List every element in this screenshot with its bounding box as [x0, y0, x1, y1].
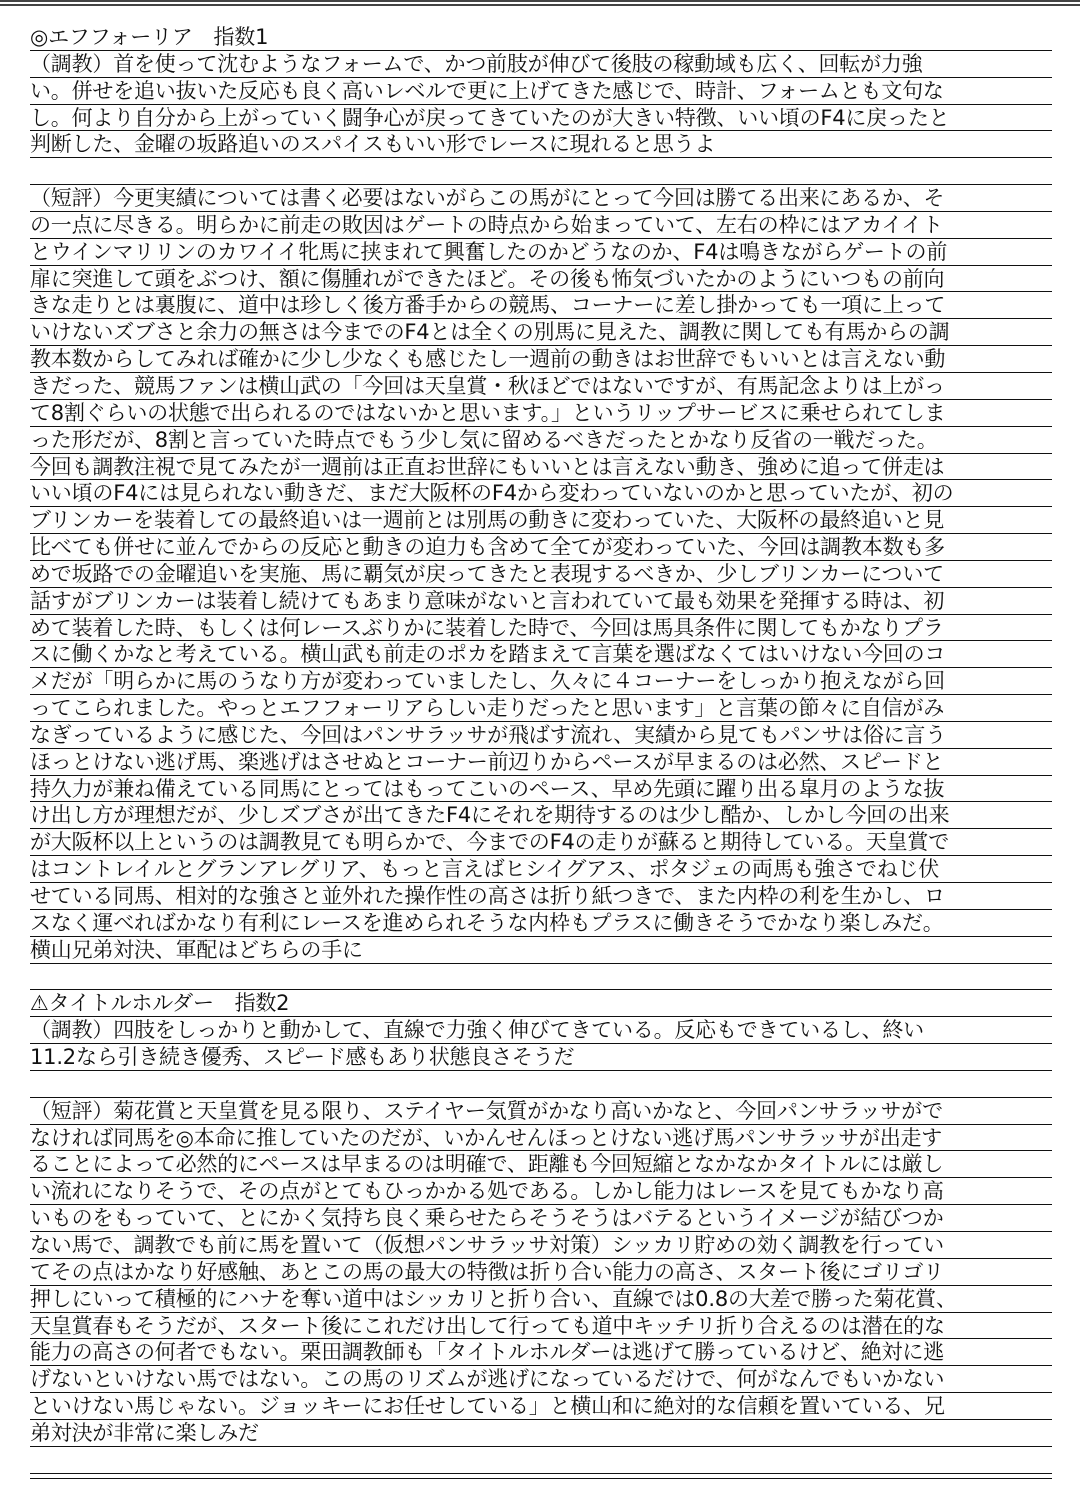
heading-effforia: ◎エフフォーリア 指数1: [30, 24, 1052, 51]
text-line: ることによって必然的にペースは早まるのは明確で、距離も今回短縮となかなかタイトルには厳し: [30, 1151, 1052, 1178]
text-line: はコントレイルとグランアレグリア、もっと言えばヒシイグアス、ポタジェの両馬も強さでねじ伏: [30, 856, 1052, 883]
text-line: なぎっているように感じた、今回はパンサラッサが飛ばす流れ、実績から見てもパンサは俗に言う: [30, 722, 1052, 749]
text-line: （短評）菊花賞と天皇賞を見る限り、ステイヤー気質がかなり高いかなと、今回パンサラッサがで: [30, 1098, 1052, 1125]
text-line: 弟対決が非常に楽しみだ: [30, 1420, 1052, 1447]
text-line: 教本数からしてみれば確かに少し少なくも感じたし一週前の動きはお世辞でもいいとは言えない動: [30, 346, 1052, 373]
text-line: （調教）首を使って沈むようなフォームで、かつ前肢が伸びて後肢の稼動域も広く、回転が力強: [30, 51, 1052, 78]
text-line: （短評）今更実績については書く必要はないがらこの馬がにとって今回は勝てる出来にあるか、そ: [30, 185, 1052, 212]
text-line: [30, 158, 1052, 185]
text-line: げないといけない馬ではない。この馬のリズムが逃げになっているだけで、何がなんでもいかない: [30, 1366, 1052, 1393]
text-line: めで坂路での金曜追いを実施、馬に覇気が戻ってきたと表現するべきか、少しブリンカーについて: [30, 561, 1052, 588]
text-line: スに働くかなと考えている。横山武も前走のポカを踏まえて言葉を選ばなくてはいけない今回のコ: [30, 641, 1052, 668]
text-line: 話すがブリンカーは装着し続けてもあまり意味がないと言われていて最も効果を発揮する時は、初: [30, 588, 1052, 615]
text-line: ブリンカーを装着しての最終追いは一週前とは別馬の動きに変わっていた、大阪杯の最終追いと見: [30, 507, 1052, 534]
text-line: てその点はかなり好感触、あとこの馬の最大の特徴は折り合い能力の高さ、スタート後にゴリゴリ: [30, 1259, 1052, 1286]
text-line: めて装着した時、もしくは何レースぶりかに装着した時で、今回は馬具条件に関してもかなりプラ: [30, 615, 1052, 642]
text-line: が大阪杯以上というのは調教見ても明らかで、今までのF4の走りが蘇ると期待している。天皇賞で: [30, 829, 1052, 856]
top-border: [0, 0, 1080, 2]
text-line: 11.2なら引き続き優秀、スピード感もあり状態良さそうだ: [30, 1044, 1052, 1071]
text-line: いものをもっていて、とにかく気持ち良く乗らせたらそうそうはバテるというイメージが結びつか: [30, 1205, 1052, 1232]
text-line: ほっとけない逃げ馬、楽逃げはさせぬとコーナー前辺りからペースが早まるのは必然、スピードと: [30, 749, 1052, 776]
text-line: [30, 1071, 1052, 1098]
text-line: とウインマリリンのカワイイ牝馬に挟まれて興奮したのかどうなのか、F4は鳴きながらゲートの前: [30, 239, 1052, 266]
document-body: [30, 24, 1052, 1474]
text-line: （調教）四肢をしっかりと動かして、直線で力強く伸びてきている。反応もできているし、終い: [30, 1017, 1052, 1044]
text-line: い流れになりそうで、その点がとてもひっかかる処である。しかし能力はレースを見てもかなり高: [30, 1178, 1052, 1205]
text-line: いけないズブさと余力の無さは今までのF4とは全くの別馬に見えた、調教に関しても有馬からの調: [30, 319, 1052, 346]
text-line: い。併せを追い抜いた反応も良く高いレベルで更に上げてきた感じで、時計、フォームとも文句な: [30, 78, 1052, 105]
heading-titleholder: ⚠タイトルホルダー 指数2: [30, 990, 1052, 1017]
text-line: 判断した、金曜の坂路追いのスパイスもいい形でレースに現れると思うよ: [30, 131, 1052, 158]
bottom-rule: [30, 1478, 1052, 1479]
text-line: せている同馬、相対的な強さと並外れた操作性の高さは折り紙つきで、また内枠の利を生かし、ロ: [30, 883, 1052, 910]
text-line: 今回も調教注視で見てみたが一週前は正直お世辞にもいいとは言えない動き、強めに追って併走は: [30, 454, 1052, 481]
text-line: [30, 1447, 1052, 1474]
section-titleholder: [30, 990, 1052, 1473]
text-line: て8割ぐらいの状態で出られるのではないかと思います。」というリップサービスに乗せられてしま: [30, 400, 1052, 427]
text-line: 持久力が兼ね備えている同馬にとってはもってこいのペース、早め先頭に躍り出る皐月のような抜: [30, 776, 1052, 803]
text-line: 押しにいって積極的にハナを奪い道中はシッカリと折り合い、直線では0.8の大差で勝った菊花賞、: [30, 1286, 1052, 1313]
text-line: 能力の高さの何者でもない。栗田調教師も「タイトルホルダーは逃げて勝っているけど、絶対に逃: [30, 1339, 1052, 1366]
text-line: メだが「明らかに馬のうなり方が変わっていましたし、久々に４コーナーをしっかり抱えながら回: [30, 668, 1052, 695]
text-line: ない馬で、調教でも前に馬を置いて（仮想パンサラッサ対策）シッカリ貯めの効く調教を行ってい: [30, 1232, 1052, 1259]
text-line: [30, 964, 1052, 991]
text-line: 比べても併せに並んでからの反応と動きの迫力も含めて全てが変わっていた、今回は調教本数も多: [30, 534, 1052, 561]
text-line: った形だが、8割と言っていた時点でもう少し気に留めるべきだったとかなり反省の一戦だった。: [30, 427, 1052, 454]
section-effforia: [30, 24, 1052, 990]
text-line: きだった、競馬ファンは横山武の「今回は天皇賞・秋ほどではないですが、有馬記念よりは上がっ: [30, 373, 1052, 400]
text-line: 天皇賞春もそうだが、スタート後にこれだけ出して行っても道中キッチリ折り合えるのは潜在的な: [30, 1313, 1052, 1340]
top-border-inner: [0, 4, 1080, 6]
text-line: きな走りとは裏腹に、道中は珍しく後方番手からの競馬、コーナーに差し掛かっても一項に上って: [30, 292, 1052, 319]
text-line: の一点に尽きる。明らかに前走の敗因はゲートの時点から始まっていて、左右の枠にはアカイイト: [30, 212, 1052, 239]
text-line: 横山兄弟対決、軍配はどちらの手に: [30, 937, 1052, 964]
text-line: スなく運べればかなり有利にレースを進められそうな内枠もプラスに働きそうでかなり楽しみだ。: [30, 910, 1052, 937]
text-line: いい頃のF4には見られない動きだ、まだ大阪杯のF4から変わっていないのかと思っていたが、初の: [30, 480, 1052, 507]
text-line: し。何より自分から上がっていく闘争心が戻ってきていたのが大きい特徴、いい頃のF4に戻ったと: [30, 105, 1052, 132]
text-line: といけない馬じゃない。ジョッキーにお任せしている」と横山和に絶対的な信頼を置いている、兄: [30, 1393, 1052, 1420]
text-line: ってこられました。やっとエフフォーリアらしい走りだったと思います」と言葉の節々に自信がみ: [30, 695, 1052, 722]
text-line: 扉に突進して頭をぶつけ、額に傷腫れができたほど。その後も怖気づいたかのようにいつもの前向: [30, 266, 1052, 293]
text-line: け出し方が理想だが、少しズブさが出てきたF4にそれを期待するのは少し酷か、しかし今回の出来: [30, 802, 1052, 829]
text-line: なければ同馬を◎本命に推していたのだが、いかんせんほっとけない逃げ馬パンサラッサが出走す: [30, 1125, 1052, 1152]
